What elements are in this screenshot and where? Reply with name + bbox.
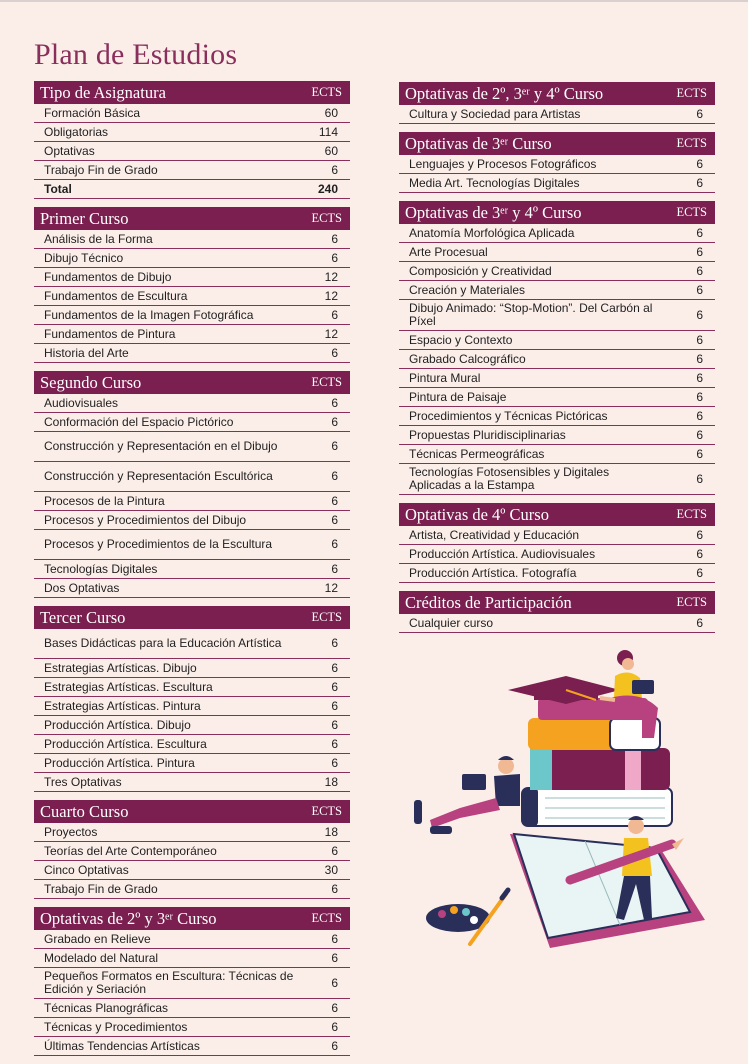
table-header — [399, 591, 715, 614]
table-row — [399, 331, 715, 350]
ects-value: 6 — [331, 439, 338, 453]
ects-value: 6 — [696, 263, 703, 278]
ects-value: 114 — [318, 124, 338, 139]
table-row — [399, 464, 715, 495]
table-row — [399, 174, 715, 193]
table-row — [34, 249, 350, 268]
table-row — [34, 230, 350, 249]
subject-name: Arte Procesual — [409, 244, 488, 259]
ects-value: 6 — [696, 546, 703, 561]
ects-value: 6 — [696, 282, 703, 297]
table-header — [399, 201, 715, 224]
subject-name: Tres Optativas — [44, 774, 122, 789]
ects-value: 12 — [324, 326, 338, 341]
subject-name: Grabado en Relieve — [44, 931, 151, 946]
table-row — [34, 754, 350, 773]
ects-value: 6 — [696, 307, 703, 322]
paint-palette-icon — [426, 890, 508, 944]
subject-name: Tecnologías Digitales — [44, 561, 158, 576]
ects-value: 6 — [696, 225, 703, 240]
subject-name: Trabajo Fin de Grado — [44, 881, 158, 896]
subject-name: Procesos y Procedimientos del Dibujo — [44, 512, 247, 527]
table-row — [34, 432, 350, 462]
table-title: Segundo Curso — [40, 372, 142, 392]
ects-value: 6 — [331, 636, 338, 650]
ects-header: ECTS — [676, 136, 707, 150]
subject-name: Anatomía Morfológica Aplicada — [409, 225, 575, 240]
table-title: Primer Curso — [40, 208, 129, 228]
table-row — [34, 142, 350, 161]
ects-value: 240 — [317, 181, 338, 196]
subject-name: Espacio y Contexto — [409, 332, 513, 347]
right-column — [399, 82, 715, 641]
table-optativas-de-2-3-y-4-curso — [399, 82, 715, 124]
ects-value: 6 — [331, 493, 338, 508]
table-row — [399, 243, 715, 262]
subject-name: Construcción y Representación Escultórica — [44, 469, 273, 483]
ects-value: 6 — [696, 389, 703, 404]
table-row — [34, 999, 350, 1018]
ects-value: 6 — [331, 736, 338, 751]
subject-name: Análisis de la Forma — [44, 231, 153, 246]
ects-value: 6 — [696, 471, 703, 486]
table-header — [34, 907, 350, 930]
ects-header: ECTS — [676, 595, 707, 609]
subject-name: Estrategias Artísticas. Escultura — [44, 679, 213, 694]
subject-name: Producción Artística. Escultura — [44, 736, 207, 751]
subject-name: Obligatorias — [44, 124, 109, 139]
subject-name: Dibujo Animado: “Stop-Motion”. Del Carbón al Píxel — [409, 301, 653, 328]
table-cuarto-curso — [34, 800, 350, 899]
ects-value: 6 — [696, 175, 703, 190]
ects-value: 6 — [331, 660, 338, 675]
ects-value: 6 — [696, 106, 703, 121]
ects-value: 6 — [696, 332, 703, 347]
table-row — [34, 344, 350, 363]
subject-name: Bases Didácticas para la Educación Artística — [44, 636, 282, 650]
ects-value: 6 — [331, 512, 338, 527]
table-header — [399, 82, 715, 105]
subject-name: Trabajo Fin de Grado — [44, 162, 158, 177]
ects-value: 6 — [696, 408, 703, 423]
table-row — [399, 407, 715, 426]
table-creditos-de-participacion — [399, 591, 715, 633]
table-row — [34, 823, 350, 842]
subject-name: Cinco Optativas — [44, 862, 129, 877]
page-title: Plan de Estudios — [34, 38, 238, 71]
table-row — [34, 287, 350, 306]
ects-header: ECTS — [676, 507, 707, 521]
table-row — [34, 306, 350, 325]
ects-value: 6 — [331, 345, 338, 360]
table-row — [34, 861, 350, 880]
table-row — [34, 880, 350, 899]
table-title: Optativas de 3ᵉʳ Curso — [405, 133, 552, 153]
ects-value: 6 — [331, 679, 338, 694]
table-row — [34, 104, 350, 123]
ects-value: 6 — [331, 231, 338, 246]
ects-value: 6 — [331, 414, 338, 429]
subject-name: Pintura Mural — [409, 370, 481, 385]
table-title: Optativas de 4º Curso — [405, 504, 549, 524]
table-row — [399, 350, 715, 369]
subject-name: Construcción y Representación en el Dibujo — [44, 439, 278, 453]
table-row — [34, 161, 350, 180]
ects-value: 6 — [331, 755, 338, 770]
table-row — [399, 224, 715, 243]
ects-value: 6 — [331, 1000, 338, 1015]
table-row — [34, 678, 350, 697]
table-row — [399, 445, 715, 464]
subject-name: Fundamentos de Dibujo — [44, 269, 172, 284]
subject-name: Fundamentos de Pintura — [44, 326, 176, 341]
ects-value: 6 — [696, 156, 703, 171]
table-header — [34, 371, 350, 394]
subject-name: Teorías del Arte Contemporáneo — [44, 843, 217, 858]
table-row — [34, 560, 350, 579]
ects-value: 6 — [696, 370, 703, 385]
subject-name: Formación Básica — [44, 105, 141, 120]
table-row — [34, 930, 350, 949]
table-row — [399, 545, 715, 564]
table-header — [34, 207, 350, 230]
table-row — [399, 262, 715, 281]
subject-name: Procesos y Procedimientos de la Escultura — [44, 537, 273, 551]
table-row — [34, 735, 350, 754]
subject-name: Procesos de la Pintura — [44, 493, 165, 508]
table-row — [399, 426, 715, 445]
subject-name: Estrategias Artísticas. Dibujo — [44, 660, 197, 675]
student-sitting-icon — [414, 756, 520, 834]
ects-value: 12 — [324, 269, 338, 284]
subject-name: Propuestas Pluridisciplinarias — [409, 427, 566, 442]
table-row — [399, 281, 715, 300]
subject-name: Audiovisuales — [44, 395, 119, 410]
ects-header: ECTS — [311, 85, 342, 99]
ects-value: 6 — [331, 881, 338, 896]
table-title: Créditos de Participación — [405, 592, 572, 612]
table-row — [399, 300, 715, 331]
ects-value: 6 — [331, 250, 338, 265]
subject-name: Lenguajes y Procesos Fotográficos — [409, 156, 597, 171]
subject-name: Producción Artística. Fotografía — [409, 565, 577, 580]
table-row — [399, 155, 715, 174]
subject-name: Conformación del Espacio Pictórico — [44, 414, 234, 429]
subject-name: Producción Artística. Dibujo — [44, 717, 191, 732]
table-row — [34, 773, 350, 792]
ects-header: ECTS — [676, 86, 707, 100]
subject-name: Composición y Creatividad — [409, 263, 552, 278]
ects-value: 6 — [331, 469, 338, 483]
ects-value: 6 — [331, 561, 338, 576]
table-row — [34, 1018, 350, 1037]
subject-name: Técnicas Permeográficas — [409, 446, 545, 461]
table-title: Cuarto Curso — [40, 801, 129, 821]
subject-name: Creación y Materiales — [409, 282, 526, 297]
subject-name: Dos Optativas — [44, 580, 120, 595]
subject-name: Fundamentos de Escultura — [44, 288, 188, 303]
table-row — [34, 325, 350, 344]
ects-value: 6 — [696, 565, 703, 580]
table-tipo-de-asignatura — [34, 81, 350, 199]
subject-name: Historia del Arte — [44, 345, 129, 360]
ects-value: 6 — [331, 975, 338, 990]
table-row — [34, 968, 350, 999]
table-title: Optativas de 3ᵉʳ y 4º Curso — [405, 202, 582, 222]
ects-header: ECTS — [311, 211, 342, 225]
subject-name: Pintura de Paisaje — [409, 389, 507, 404]
ects-value: 6 — [696, 615, 703, 630]
table-row — [399, 388, 715, 407]
ects-value: 12 — [324, 288, 338, 303]
left-column — [34, 81, 350, 1064]
ects-value: 6 — [331, 162, 338, 177]
top-border — [0, 0, 748, 2]
table-row — [34, 716, 350, 735]
table-row — [34, 1037, 350, 1056]
ects-value: 6 — [696, 351, 703, 366]
subject-name: Total — [44, 181, 72, 196]
ects-value: 6 — [331, 931, 338, 946]
ects-value: 6 — [331, 698, 338, 713]
ects-header: ECTS — [311, 610, 342, 624]
subject-name: Grabado Calcográfico — [409, 351, 526, 366]
ects-value: 6 — [696, 527, 703, 542]
table-row — [34, 579, 350, 598]
subject-name: Modelado del Natural — [44, 950, 159, 965]
subject-name: Producción Artística. Pintura — [44, 755, 195, 770]
table-primer-curso — [34, 207, 350, 363]
subject-name: Cualquier curso — [409, 615, 494, 630]
ects-value: 6 — [331, 950, 338, 965]
table-row — [399, 369, 715, 388]
ects-value: 6 — [331, 537, 338, 551]
table-row — [34, 949, 350, 968]
ects-value: 60 — [324, 105, 338, 120]
subject-name: Últimas Tendencias Artísticas — [44, 1038, 200, 1053]
table-row — [34, 511, 350, 530]
subject-name: Pequeños Formatos en Escultura: Técnicas de Edición y Seriación — [44, 969, 294, 996]
subject-name: Producción Artística. Audiovisuales — [409, 546, 596, 561]
subject-name: Tecnologías Fotosensibles y Digitales Aplicadas a la Estampa — [409, 465, 610, 492]
table-row — [34, 268, 350, 287]
table-row — [34, 530, 350, 560]
ects-value: 30 — [324, 862, 338, 877]
table-row — [399, 105, 715, 124]
table-title: Optativas de 2º y 3ᵉʳ Curso — [40, 908, 217, 928]
ects-header: ECTS — [676, 205, 707, 219]
table-tercer-curso — [34, 606, 350, 792]
subject-name: Fundamentos de la Imagen Fotográfica — [44, 307, 254, 322]
table-header — [34, 800, 350, 823]
table-optativas-de-4-curso — [399, 503, 715, 583]
book-stack-icon — [508, 676, 672, 826]
ects-value: 18 — [324, 774, 338, 789]
open-book-icon — [510, 834, 705, 948]
subject-name: Cultura y Sociedad para Artistas — [409, 106, 581, 121]
table-row — [34, 842, 350, 861]
students-books-illustration — [410, 648, 720, 968]
subject-name: Artista, Creatividad y Educación — [409, 527, 580, 542]
table-row — [34, 394, 350, 413]
subject-name: Optativas — [44, 143, 95, 158]
ects-value: 6 — [696, 427, 703, 442]
table-row — [34, 123, 350, 142]
table-row — [34, 629, 350, 659]
table-row — [399, 614, 715, 633]
table-optativas-de-3-curso — [399, 132, 715, 193]
table-optativas-de-3-y-4-curso — [399, 201, 715, 495]
table-row — [399, 564, 715, 583]
table-title: Tipo de Asignatura — [40, 82, 166, 102]
subject-name: Procedimientos y Técnicas Pictóricas — [409, 408, 608, 423]
table-row — [34, 462, 350, 492]
ects-value: 60 — [324, 143, 338, 158]
table-row — [34, 659, 350, 678]
ects-value: 6 — [331, 307, 338, 322]
ects-value: 6 — [696, 446, 703, 461]
table-header — [399, 503, 715, 526]
subject-name: Dibujo Técnico — [44, 250, 124, 265]
table-row — [34, 180, 350, 199]
subject-name: Media Art. Tecnologías Digitales — [409, 175, 580, 190]
subject-name: Estrategias Artísticas. Pintura — [44, 698, 201, 713]
ects-header: ECTS — [311, 375, 342, 389]
table-title: Tercer Curso — [40, 607, 126, 627]
ects-header: ECTS — [311, 804, 342, 818]
table-segundo-curso — [34, 371, 350, 598]
subject-name: Técnicas y Procedimientos — [44, 1019, 188, 1034]
table-row — [34, 413, 350, 432]
ects-value: 6 — [331, 395, 338, 410]
subject-name: Técnicas Planográficas — [44, 1000, 169, 1015]
table-header — [34, 81, 350, 104]
table-header — [399, 132, 715, 155]
table-header — [34, 606, 350, 629]
ects-header: ECTS — [311, 911, 342, 925]
table-row — [399, 526, 715, 545]
table-title: Optativas de 2º, 3ᵉʳ y 4º Curso — [405, 83, 604, 103]
ects-value: 18 — [324, 824, 338, 839]
table-row — [34, 492, 350, 511]
ects-value: 6 — [331, 1038, 338, 1053]
ects-value: 12 — [324, 580, 338, 595]
subject-name: Proyectos — [44, 824, 98, 839]
table-row — [34, 697, 350, 716]
ects-value: 6 — [331, 717, 338, 732]
ects-value: 6 — [331, 843, 338, 858]
ects-value: 6 — [696, 244, 703, 259]
ects-value: 6 — [331, 1019, 338, 1034]
table-optativas-de-2-y-3-curso — [34, 907, 350, 1056]
